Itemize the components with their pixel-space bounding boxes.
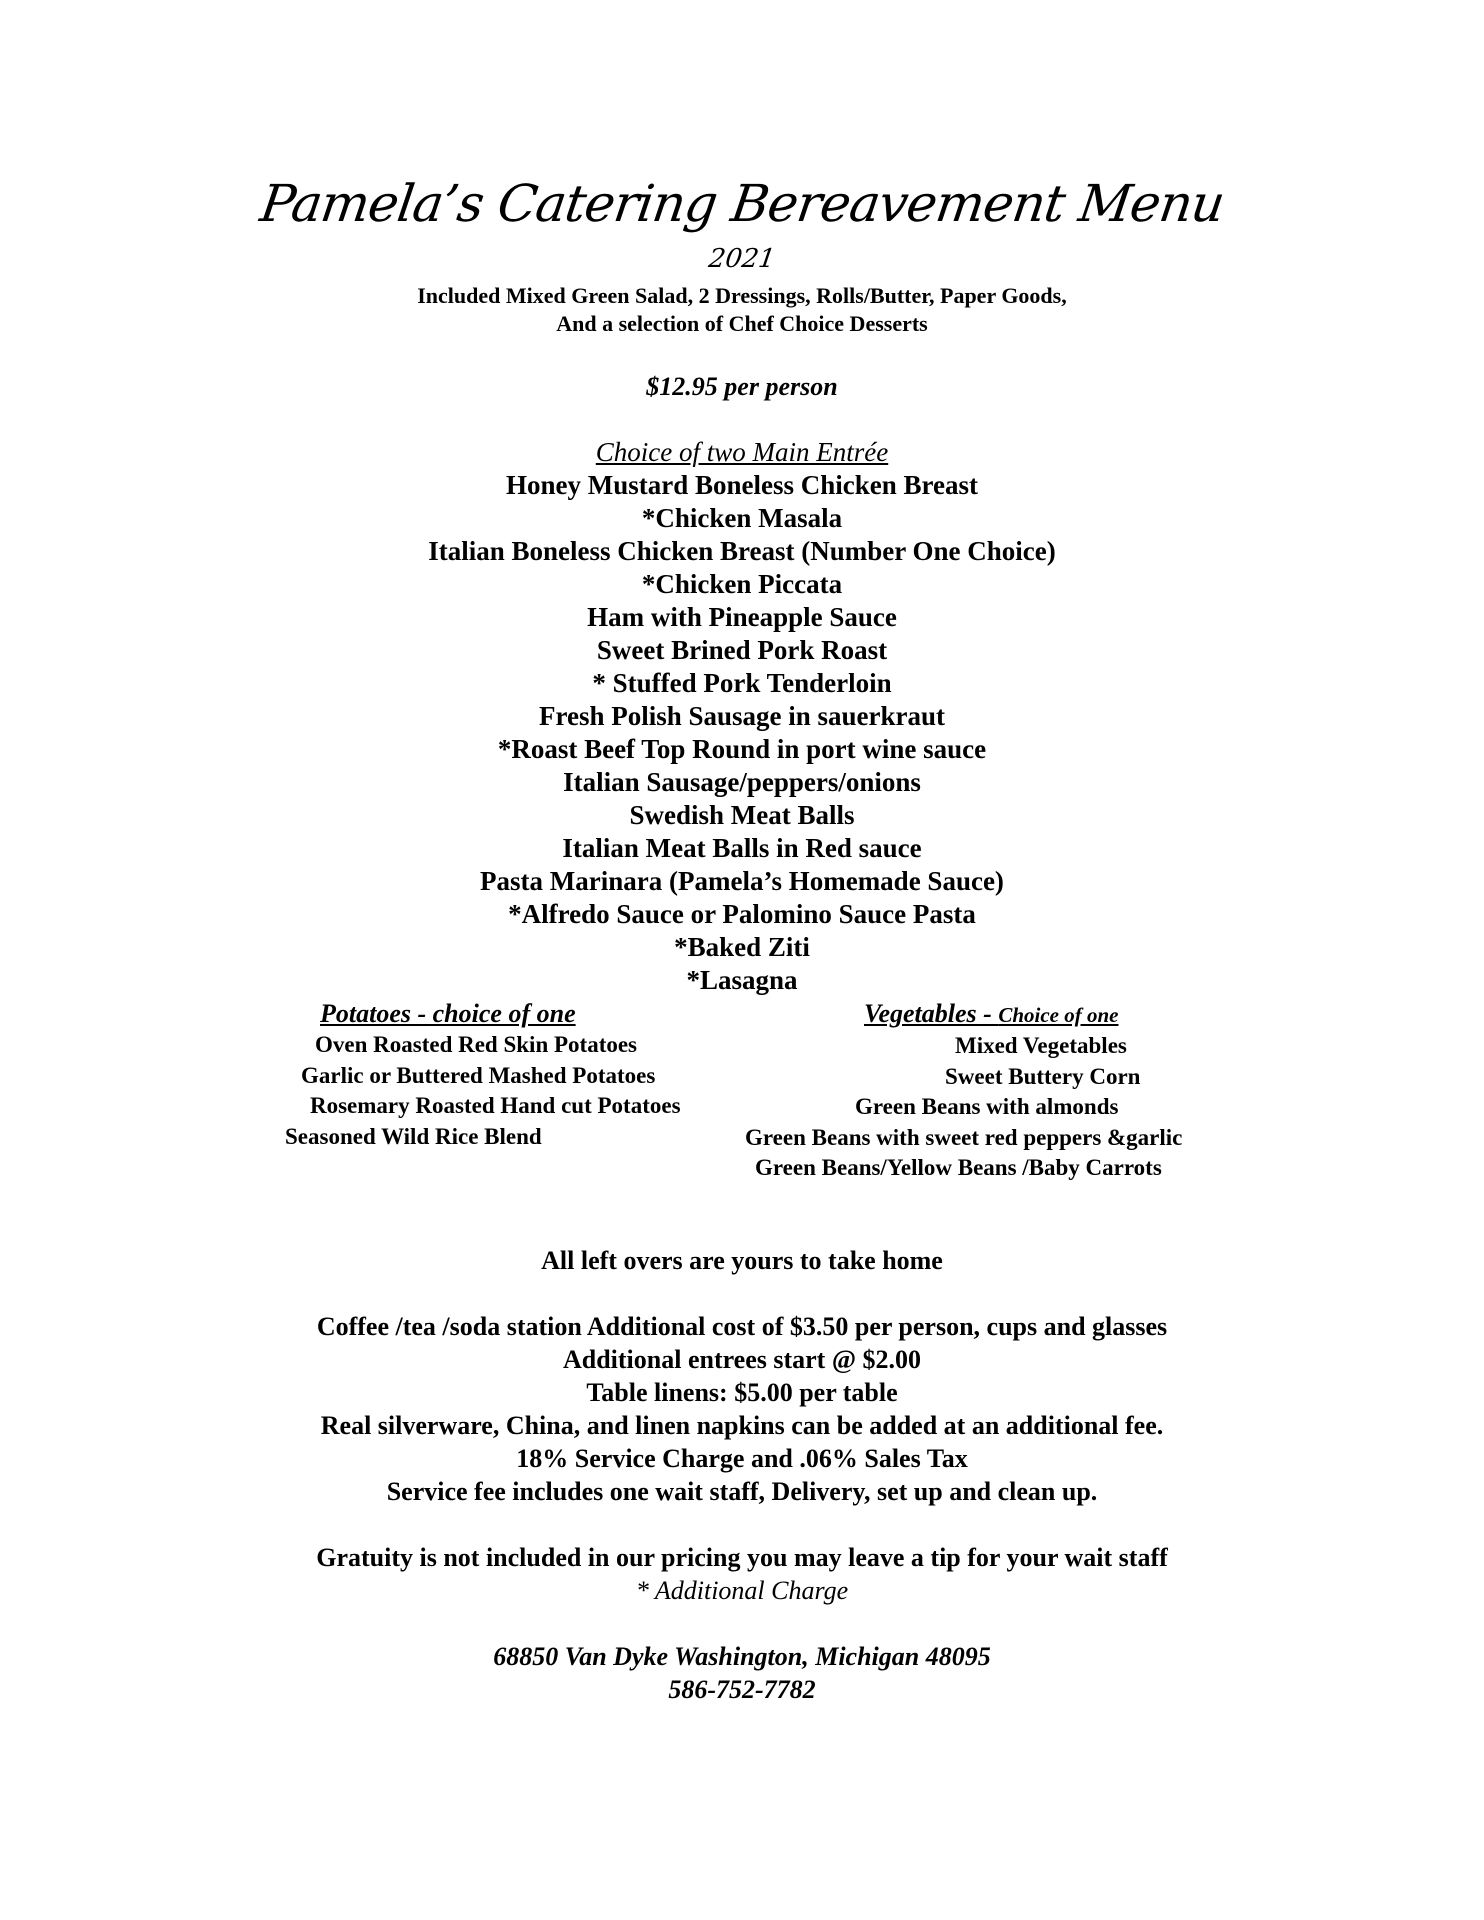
pricing-note: Real silverware, China, and linen napkins can be added at an additional fee. bbox=[320, 1411, 1164, 1440]
pricing-note: Additional entrees start @ $2.00 bbox=[562, 1345, 922, 1374]
vegetables-heading bbox=[745, 998, 1265, 1031]
entree-item: Swedish Meat Balls bbox=[629, 800, 855, 830]
entree-item: *Chicken Masala bbox=[641, 503, 843, 533]
address: 68850 Van Dyke Washington, Michigan 48095 bbox=[493, 1642, 991, 1671]
pricing-note: Table linens: $5.00 per table bbox=[586, 1378, 898, 1407]
entree-item: Fresh Polish Sausage in sauerkraut bbox=[538, 701, 946, 731]
pricing-note: Coffee /tea /soda station Additional cost of $3.50 per person, cups and glasses bbox=[316, 1312, 1168, 1341]
entree-item: *Alfredo Sauce or Palomino Sauce Pasta bbox=[508, 899, 976, 929]
potatoes-section bbox=[282, 998, 762, 1152]
entree-item: Ham with Pineapple Sauce bbox=[587, 602, 897, 632]
potatoes-list bbox=[282, 1030, 762, 1152]
vegetables-heading-sub: Choice of one bbox=[998, 1003, 1119, 1027]
vegetables-heading-main: Vegetables - bbox=[864, 999, 999, 1028]
phone-number: 586-752-7782 bbox=[668, 1675, 816, 1704]
menu-year: 2021 bbox=[706, 244, 778, 274]
entree-item: *Baked Ziti bbox=[674, 932, 810, 962]
potato-item: Seasoned Wild Rice Blend bbox=[285, 1123, 542, 1149]
entree-item: *Lasagna bbox=[686, 965, 798, 995]
included-line-2: And a selection of Chef Choice Desserts bbox=[556, 311, 928, 336]
vegetable-item: Sweet Buttery Corn bbox=[945, 1063, 1141, 1089]
entree-item: Honey Mustard Boneless Chicken Breast bbox=[505, 470, 978, 500]
vegetable-item: Green Beans with sweet red peppers &garlic bbox=[745, 1124, 1183, 1150]
price-per-person: $12.95 per person bbox=[646, 372, 838, 401]
entree-item: Italian Boneless Chicken Breast (Number One Choice) bbox=[428, 536, 1056, 566]
included-items bbox=[0, 282, 1484, 338]
pricing-notes bbox=[0, 1310, 1484, 1508]
entree-item: Italian Sausage/peppers/onions bbox=[563, 767, 921, 797]
additional-charge-note: * Additional Charge bbox=[635, 1576, 849, 1605]
vegetable-item: Green Beans/Yellow Beans /Baby Carrots bbox=[755, 1155, 1162, 1180]
menu-title: Pamela’s Catering Bereavement Menu bbox=[256, 175, 1228, 234]
entree-item: *Chicken Piccata bbox=[641, 569, 843, 599]
entree-item: *Roast Beef Top Round in port wine sauce bbox=[497, 734, 987, 764]
vegetable-item: Mixed Vegetables bbox=[955, 1033, 1127, 1058]
entree-item: Sweet Brined Pork Roast bbox=[596, 635, 888, 665]
potato-item: Rosemary Roasted Hand cut Potatoes bbox=[310, 1093, 681, 1118]
vegetable-item: Green Beans with almonds bbox=[855, 1094, 1119, 1119]
pricing-note: 18% Service Charge and .06% Sales Tax bbox=[516, 1444, 968, 1473]
pricing-note: Service fee includes one wait staff, Delivery, set up and clean up. bbox=[386, 1477, 1098, 1506]
potato-item: Oven Roasted Red Skin Potatoes bbox=[315, 1032, 638, 1057]
vegetables-section bbox=[745, 998, 1265, 1184]
potatoes-heading: Potatoes - choice of one bbox=[320, 999, 576, 1028]
entree-list bbox=[0, 469, 1484, 997]
entree-item: Italian Meat Balls in Red sauce bbox=[562, 833, 922, 863]
entree-heading: Choice of two Main Entrée bbox=[595, 437, 889, 467]
vegetables-list bbox=[745, 1031, 1265, 1184]
leftovers-note: All left overs are yours to take home bbox=[541, 1246, 943, 1275]
gratuity-note: Gratuity is not included in our pricing you may leave a tip for your wait staff bbox=[316, 1543, 1168, 1572]
included-line-1: Included Mixed Green Salad, 2 Dressings, Rolls/Butter, Paper Goods, bbox=[417, 283, 1067, 308]
entree-item: Pasta Marinara (Pamela’s Homemade Sauce) bbox=[480, 866, 1004, 896]
potato-item: Garlic or Buttered Mashed Potatoes bbox=[301, 1062, 656, 1088]
entree-item: * Stuffed Pork Tenderloin bbox=[592, 668, 892, 698]
